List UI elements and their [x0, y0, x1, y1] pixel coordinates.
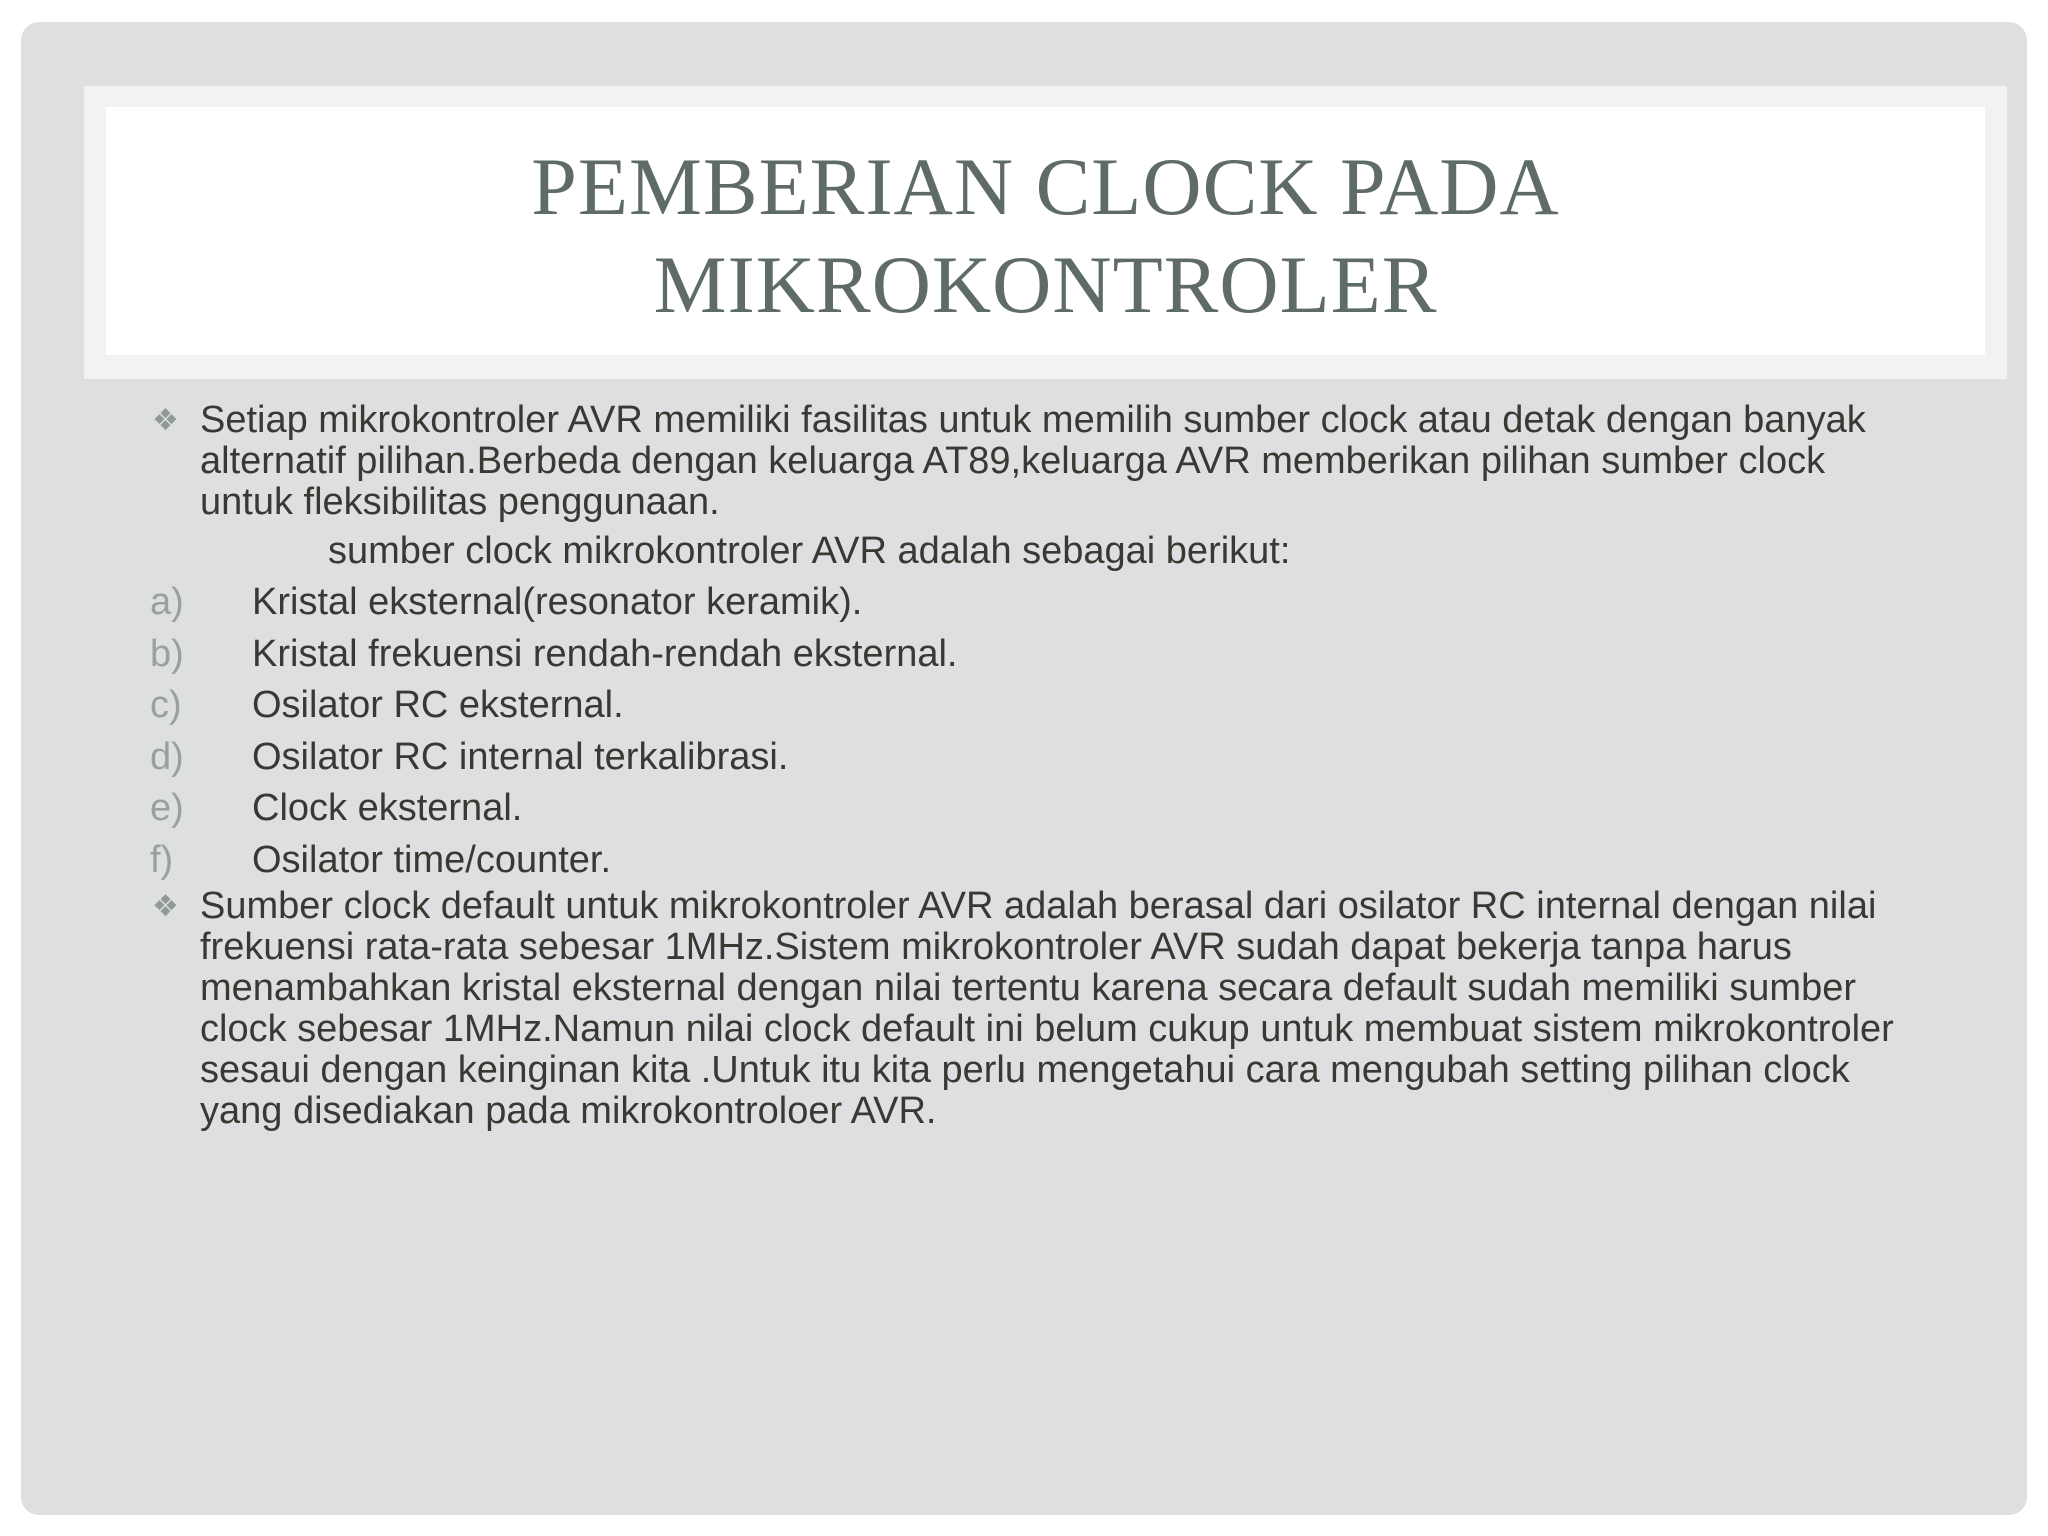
list-letter: d) [150, 735, 184, 778]
title-line-2: MIKROKONTROLER [653, 239, 1438, 330]
list-item-text: Clock eksternal. [252, 787, 523, 829]
list-item-text: Osilator time/counter. [252, 838, 612, 881]
list-letter: f) [150, 838, 174, 881]
title-line-1: PEMBERIAN CLOCK PADA [531, 141, 1560, 232]
list-item [150, 783, 1910, 835]
bullet-paragraph-2 [150, 886, 1910, 1132]
list-letter: a) [150, 581, 184, 623]
list-item [150, 680, 1910, 732]
bullet-paragraph-1 [150, 400, 1910, 523]
list-item [150, 732, 1910, 784]
list-item-text: Osilator RC internal terkalibrasi. [252, 735, 789, 778]
diamond-bullet-icon: ❖ [152, 403, 179, 438]
diamond-bullet-icon: ❖ [152, 889, 179, 924]
paragraph-2-text: Sumber clock default untuk mikrokontroler AVR adalah berasal dari osilator RC internal dengan nilai frekuensi rata-rata sebesar 1MHz.Sistem mikrokontroler AVR sudah dapat bekerja tanpa harus menambahkan kristal eksternal dengan nilai tertentu karena secara default sudah memiliki sumber clock sebesar 1MHz.Namun nilai clock default ini belum cukup untuk membuat sistem mikrokontroler sesaui dengan keinginan kita .Untuk itu kita perlu mengetahui cara mengubah setting pilihan clock yang disediakan pada mikrokontroloer AVR. [200, 885, 1894, 1132]
list-letter: c) [150, 684, 182, 726]
slide-content [150, 400, 1910, 1132]
list-item-text: Kristal eksternal(resonator keramik). [252, 581, 863, 623]
title-box [106, 107, 1985, 355]
list-item-text: Osilator RC eksternal. [252, 684, 624, 726]
list-item [150, 577, 1910, 629]
slide-title [531, 128, 1559, 334]
list-intro: sumber clock mikrokontroler AVR adalah sebagai berikut: [328, 530, 1291, 572]
paragraph-1-text: Setiap mikrokontroler AVR memiliki fasilitas untuk memilih sumber clock atau detak dengan banyak alternatif pilihan.Berbeda dengan keluarga AT89,keluarga AVR memberikan pilihan sumber clock untuk fleksibilitas penggunaan. [200, 399, 1866, 523]
list-letter: e) [150, 787, 184, 829]
list-item-text: Kristal frekuensi rendah-rendah eksternal. [252, 632, 958, 675]
clock-source-list [150, 577, 1910, 886]
list-item [150, 629, 1910, 681]
list-item [150, 835, 1910, 887]
list-letter: b) [150, 632, 184, 675]
